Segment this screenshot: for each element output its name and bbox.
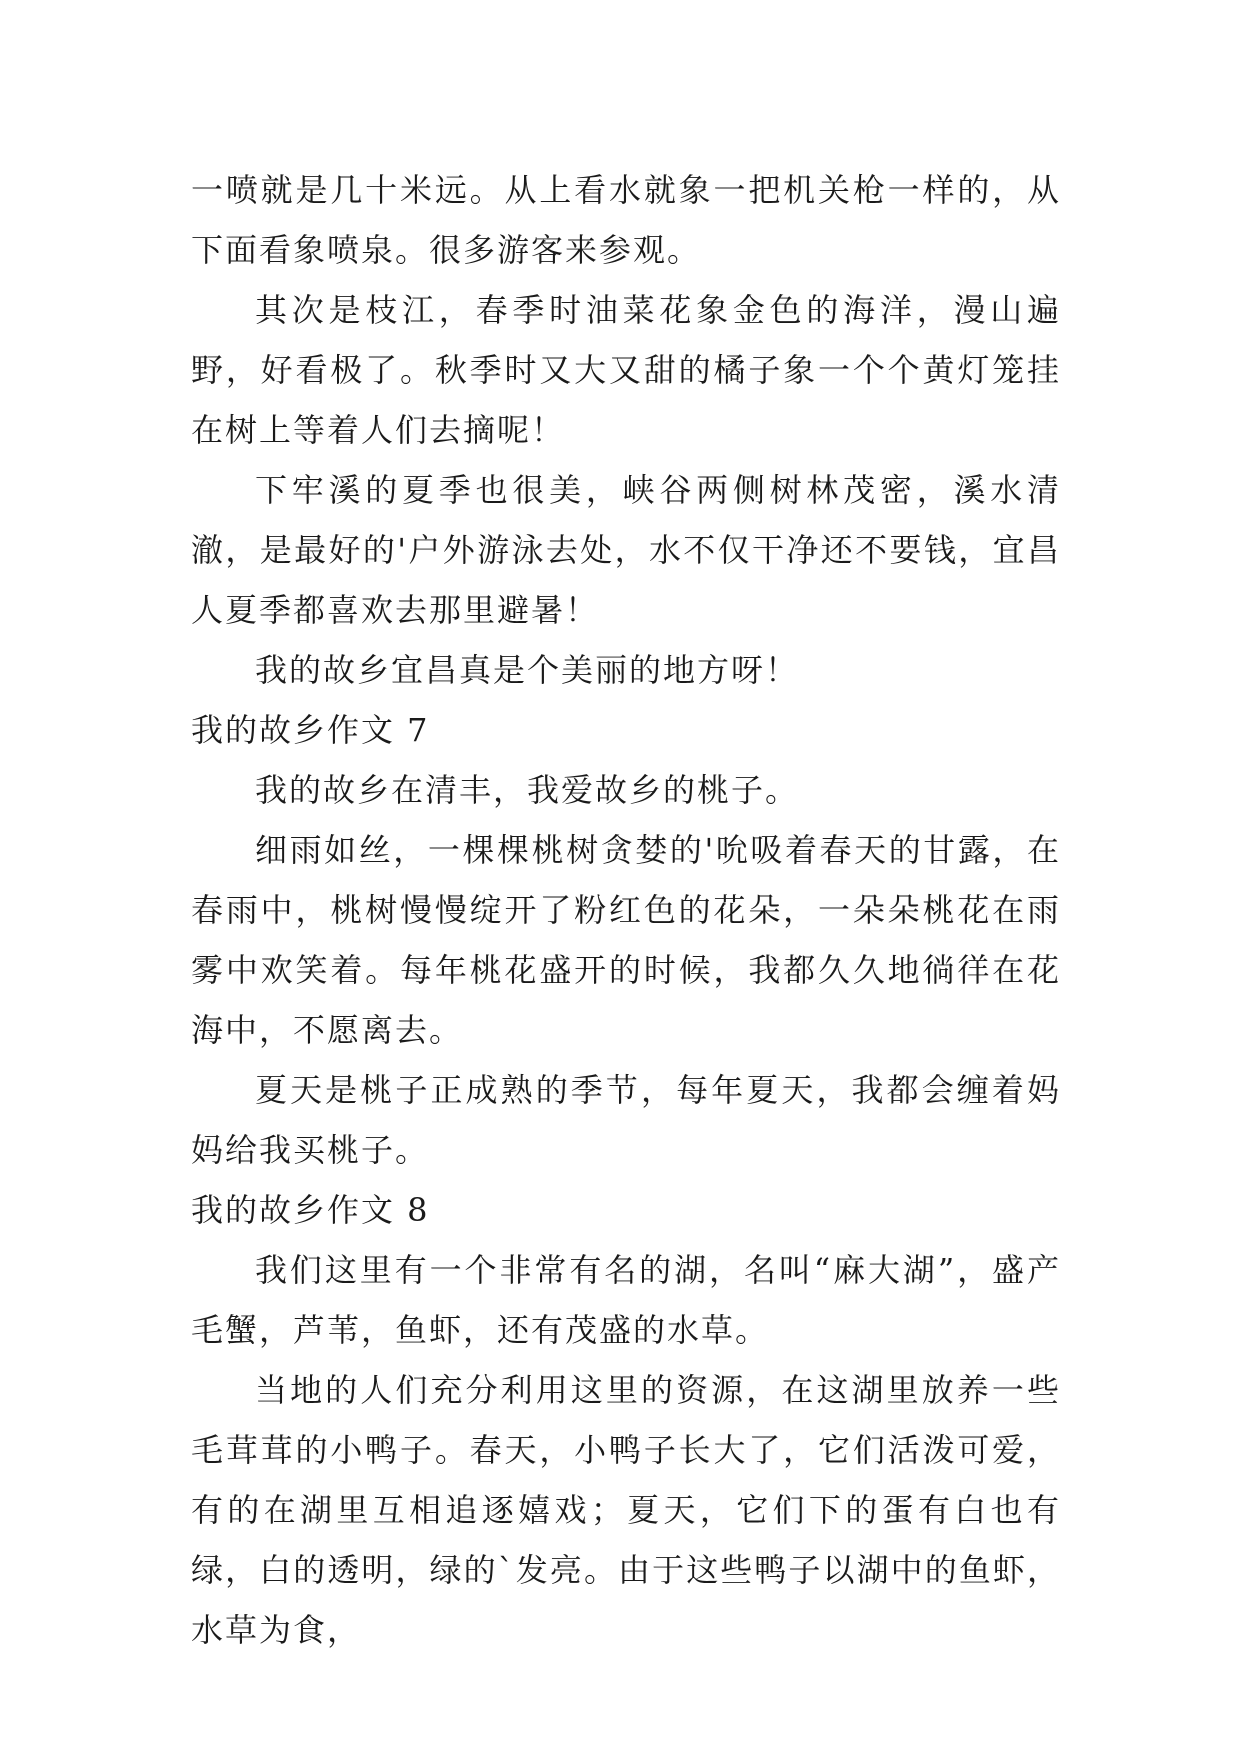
section-heading: 我的故乡作文 7 [191, 711, 430, 749]
paragraph: 下牢溪的夏季也很美，峡谷两侧树林茂密，溪水清澈，是最好的'户外游泳去处，水不仅干净还不要钱，宜昌人夏季都喜欢去那里避暑！ [191, 471, 1061, 629]
section-heading: 我的故乡作文 8 [191, 1191, 430, 1229]
paragraph: 我的故乡宜昌真是个美丽的地方呀！ [255, 651, 800, 689]
paragraph: 细雨如丝，一棵棵桃树贪婪的'吮吸着春天的甘露，在春雨中，桃树慢慢绽开了粉红色的花朵，一朵朵桃花在雨雾中欢笑着。每年桃花盛开的时候，我都久久地徜徉在花海中，不愿离去。 [191, 831, 1061, 1049]
paragraph: 夏天是桃子正成熟的季节，每年夏天，我都会缠着妈妈给我买桃子。 [191, 1071, 1061, 1169]
paragraph-continued: 一喷就是几十米远。从上看水就象一把机关枪一样的，从下面看象喷泉。很多游客来参观。 [191, 171, 1061, 269]
paragraph: 我的故乡在清丰，我爱故乡的桃子。 [255, 771, 800, 809]
paragraph: 我们这里有一个非常有名的湖，名叫“麻大湖”，盛产毛蟹，芦苇，鱼虾，还有茂盛的水草。 [191, 1251, 1061, 1349]
document-page [191, 160, 1061, 1660]
paragraph: 当地的人们充分利用这里的资源，在这湖里放养一些毛茸茸的小鸭子。春天，小鸭子长大了，它们活泼可爱，有的在湖里互相追逐嬉戏；夏天，它们下的蛋有白也有绿，白的透明，绿的`发亮。由于这些鸭子以湖中的鱼虾，水草为食， [191, 1371, 1061, 1649]
paragraph: 其次是枝江，春季时油菜花象金色的海洋，漫山遍野，好看极了。秋季时又大又甜的橘子象一个个黄灯笼挂在树上等着人们去摘呢！ [191, 291, 1061, 449]
